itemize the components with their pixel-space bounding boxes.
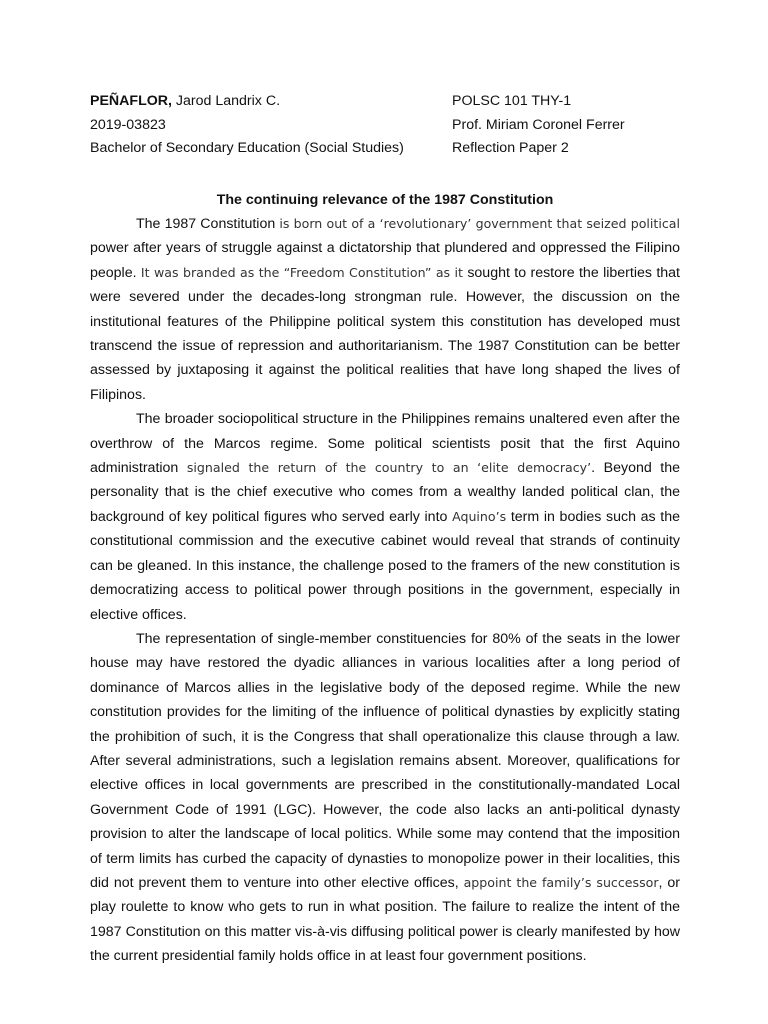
paragraph-2-text: term in bodies such as the constitutional commission and the executive cabinet would reveal that strands of continuity can be gleaned. In this instance, the challenge posed to the framers of the new constitution is democratizing access to political power through positions in the government, especially in elective offices. [90,508,680,623]
author-surname: PEÑAFLOR, [90,93,172,109]
paragraph-3 [90,627,680,969]
paragraph-3-text: The representation of single-member constituencies for 80% of the seats in the lower house may have restored the dyadic alliances in various localities after a long period of dominance of Marcos allies in the legislative body of the deposed regime. While the new constitution provides for the limiting of the influence of political dynasties by explicitly stating the prohibition of such, it is the Congress that shall operationalize this clause through a law. After several administrations, such a legislation remains absent. Moreover, qualifications for elective offices in local governments are prescribed in the constitutionally-mandated Local Government Code of 1991 (LGC). However, the code also lacks an anti-political dynasty provision to alter the landscape of local politics. While some may contend that the imposition of term limits has curbed the capacity of dynasties to monopolize power in their localities, this did not prevent them to venture into other elective offices, [90,630,680,891]
header-row-name [90,90,690,114]
author-given-names: Jarod Landrix C. [171,93,281,109]
paragraph-2 [90,407,680,627]
professor-name: Prof. Miriam Coronel Ferrer [452,116,625,133]
course-code: POLSC 101 THY-1 [452,93,572,109]
paragraph-2-text: The broader sociopolitical structure in the Philippines remains unaltered even after the overthrow of the Marcos regime. Some political scientists posit that the first Aquino administration [90,411,680,477]
paper-body [90,212,680,969]
paragraph-2-alt-text: Aquino’s [452,508,507,524]
degree-program: Bachelor of Secondary Education (Social Studies) [90,140,404,156]
header-row-program [90,137,690,161]
paper-type: Reflection Paper 2 [452,140,569,156]
paragraph-1-text: The 1987 Constitution [136,216,280,232]
paragraph-1-alt-text: is born out of a ‘revolutionary’ government that seized political [279,216,680,231]
paper-header [90,90,690,161]
paragraph-3-text: , or play roulette to know who gets to run in what position. The failure to realize the intent of the 1987 Constitution on this matter vis-à-vis diffusing political power is clearly manifested by how the current presidential family holds office in at least four government positions. [90,874,680,965]
paper-title: The continuing relevance of the 1987 Constitution [216,192,554,208]
student-number: 2019-03823 [90,116,166,133]
header-row-number [90,114,690,138]
paragraph-2-text: . Beyond the personality that is the chief executive who comes from a wealthy landed political clan, the background of key political figures who served early into [90,460,681,525]
paragraph-1 [90,212,680,407]
paragraph-3-alt-text: appoint the family’s successor [463,874,659,890]
paragraph-1-text: sought to restore the liberties that were severed under the decades-long strongman rule. However, the discussion on the institutional features of the Philippine political system this constitution has developed must transcend the issue of repression and authoritarianism. The 1987 Constitution can be better assessed by juxtaposing it against the political realities that have long shaped the lives of Filipinos. [90,264,680,403]
paragraph-2-alt-text: signaled the return of the country to an ‘elite democracy’ [186,460,592,476]
paragraph-1-alt-text: It was branded as the “Freedom Constitution” as it [140,264,463,280]
author-name [90,90,452,114]
paragraph-1-text: power after years of struggle against a dictatorship that plundered and oppressed the Filipino people. [90,240,680,281]
